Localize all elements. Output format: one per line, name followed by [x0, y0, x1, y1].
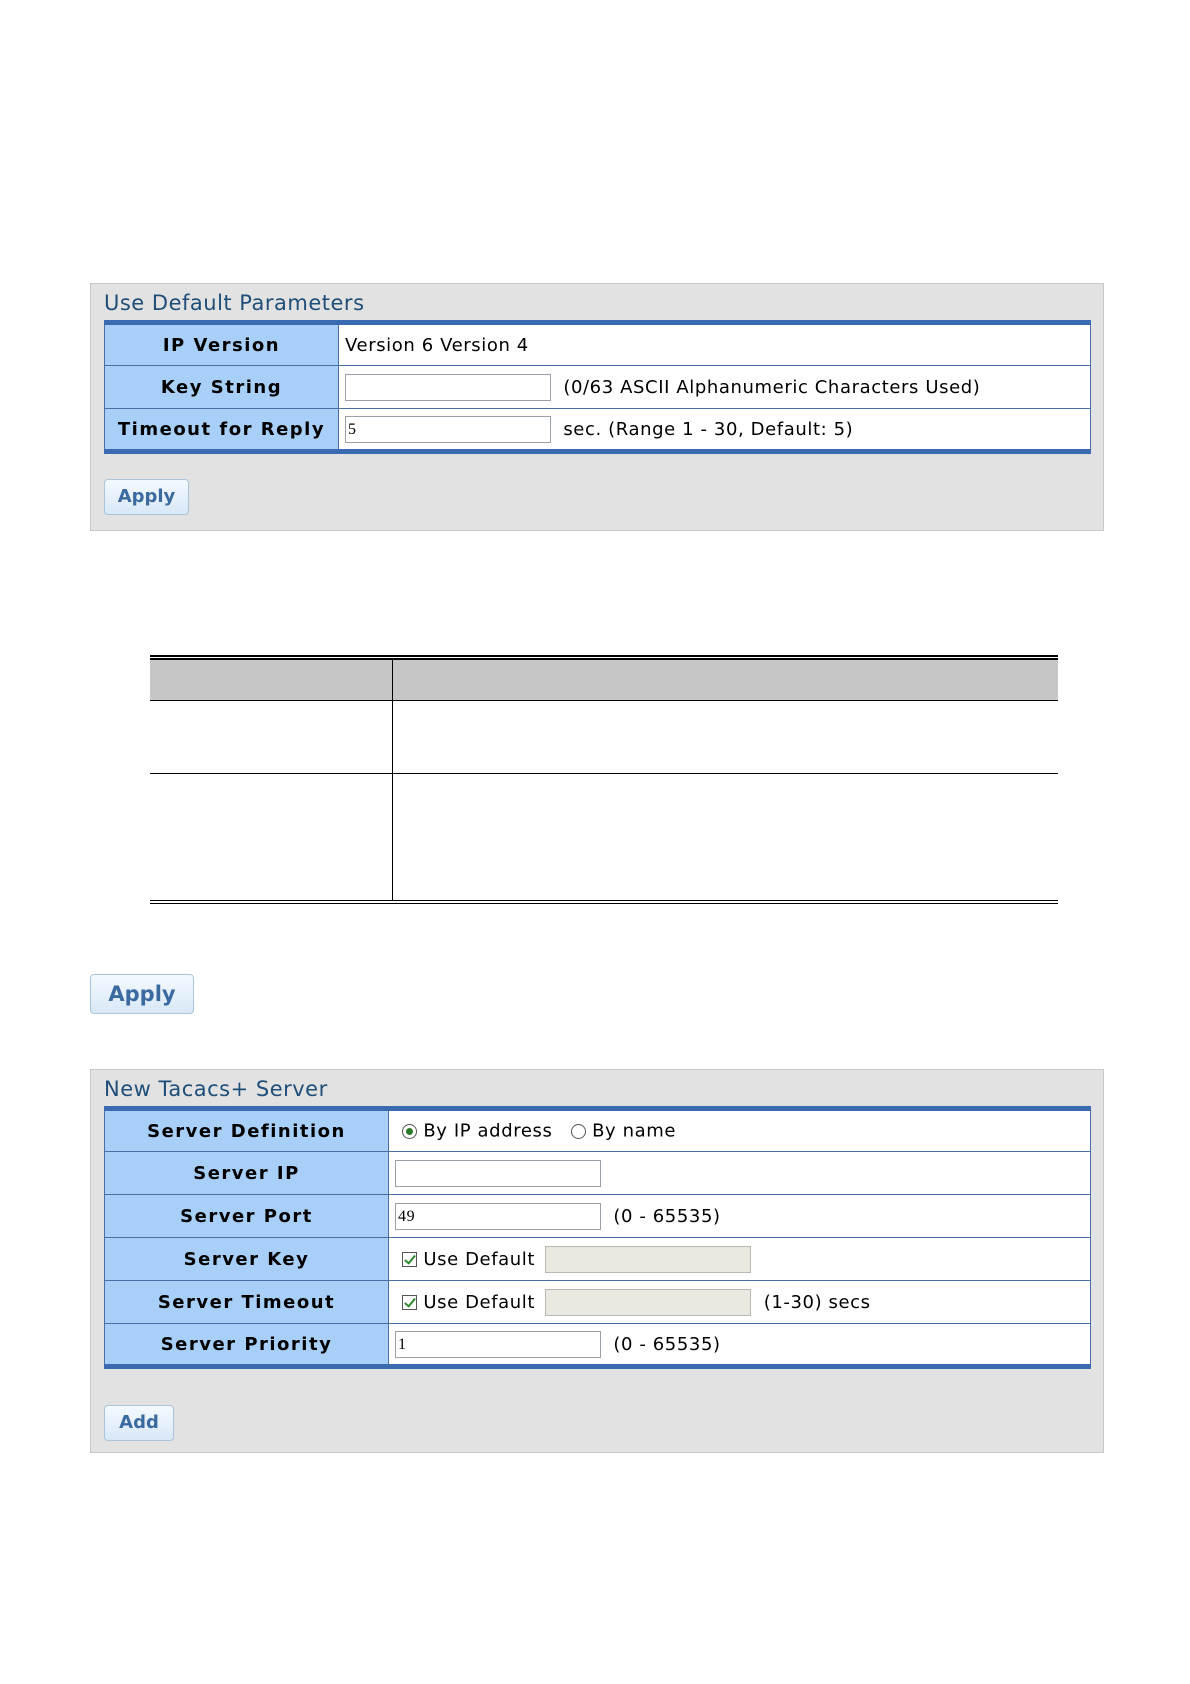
key-string-cell: [339, 366, 1091, 409]
timeout-reply-input[interactable]: 5: [345, 416, 551, 443]
panel-title: New Tacacs+ Server: [104, 1077, 328, 1101]
row-server-ip: [105, 1152, 1091, 1195]
row-server-priority: [105, 1324, 1091, 1367]
row-server-key: [105, 1238, 1091, 1281]
ip-version-label: IP Version: [105, 323, 339, 366]
server-ip-label: Server IP: [105, 1152, 389, 1195]
key-string-input[interactable]: [345, 374, 551, 401]
apply-button[interactable]: Apply: [104, 479, 189, 515]
description-row: [150, 774, 1058, 903]
default-parameters-panel: [90, 283, 1104, 531]
default-parameters-table: [104, 320, 1091, 454]
server-port-input[interactable]: 49: [395, 1203, 601, 1230]
row-key-string: [105, 366, 1091, 409]
server-priority-input[interactable]: 1: [395, 1331, 601, 1358]
server-priority-note: (0 - 65535): [613, 1333, 721, 1355]
server-key-default-label: Use Default: [423, 1248, 536, 1270]
by-name-label: By name: [592, 1120, 677, 1142]
server-port-cell: [389, 1195, 1091, 1238]
server-key-input[interactable]: [545, 1246, 751, 1273]
key-string-label: Key String: [105, 366, 339, 409]
description-header-description: [393, 658, 1059, 701]
panel-title: Use Default Parameters: [104, 291, 365, 315]
description-row: [150, 701, 1058, 774]
ip-version-value[interactable]: Version 6 Version 4: [339, 323, 1091, 366]
new-server-panel: [90, 1069, 1104, 1453]
description-header-object: [150, 658, 393, 701]
key-string-note: (0/63 ASCII Alphanumeric Characters Used): [563, 376, 981, 398]
row-server-definition: [105, 1109, 1091, 1152]
server-timeout-cell: [389, 1281, 1091, 1324]
description-cell: [150, 701, 393, 774]
by-ip-label: By IP address: [423, 1120, 553, 1142]
server-key-cell: [389, 1238, 1091, 1281]
server-key-default-checkbox[interactable]: [402, 1252, 417, 1267]
server-timeout-default-label: Use Default: [423, 1291, 536, 1313]
timeout-reply-note: sec. (Range 1 - 30, Default: 5): [563, 418, 854, 440]
server-timeout-label: Server Timeout: [105, 1281, 389, 1324]
timeout-reply-cell: [339, 409, 1091, 452]
row-timeout-reply: [105, 409, 1091, 452]
server-definition-label: Server Definition: [105, 1109, 389, 1152]
server-timeout-input[interactable]: [545, 1289, 751, 1316]
server-definition-cell: [389, 1109, 1091, 1152]
server-priority-label: Server Priority: [105, 1324, 389, 1367]
server-timeout-default-checkbox[interactable]: [402, 1295, 417, 1310]
row-server-timeout: [105, 1281, 1091, 1324]
server-ip-cell: [389, 1152, 1091, 1195]
server-port-note: (0 - 65535): [613, 1205, 721, 1227]
description-cell: [393, 701, 1059, 774]
new-server-table: [104, 1106, 1091, 1369]
row-ip-version: [105, 323, 1091, 366]
description-cell: [393, 774, 1059, 903]
by-name-radio[interactable]: [571, 1124, 586, 1139]
add-button[interactable]: Add: [104, 1405, 174, 1441]
timeout-reply-label: Timeout for Reply: [105, 409, 339, 452]
standalone-apply-button[interactable]: Apply: [90, 974, 194, 1014]
row-server-port: [105, 1195, 1091, 1238]
description-header-row: [150, 658, 1058, 701]
server-key-label: Server Key: [105, 1238, 389, 1281]
server-priority-cell: [389, 1324, 1091, 1367]
server-ip-input[interactable]: [395, 1160, 601, 1187]
by-ip-radio[interactable]: [402, 1124, 417, 1139]
server-timeout-note: (1-30) secs: [763, 1291, 871, 1313]
description-table: [150, 655, 1058, 904]
description-cell: [150, 774, 393, 903]
server-port-label: Server Port: [105, 1195, 389, 1238]
